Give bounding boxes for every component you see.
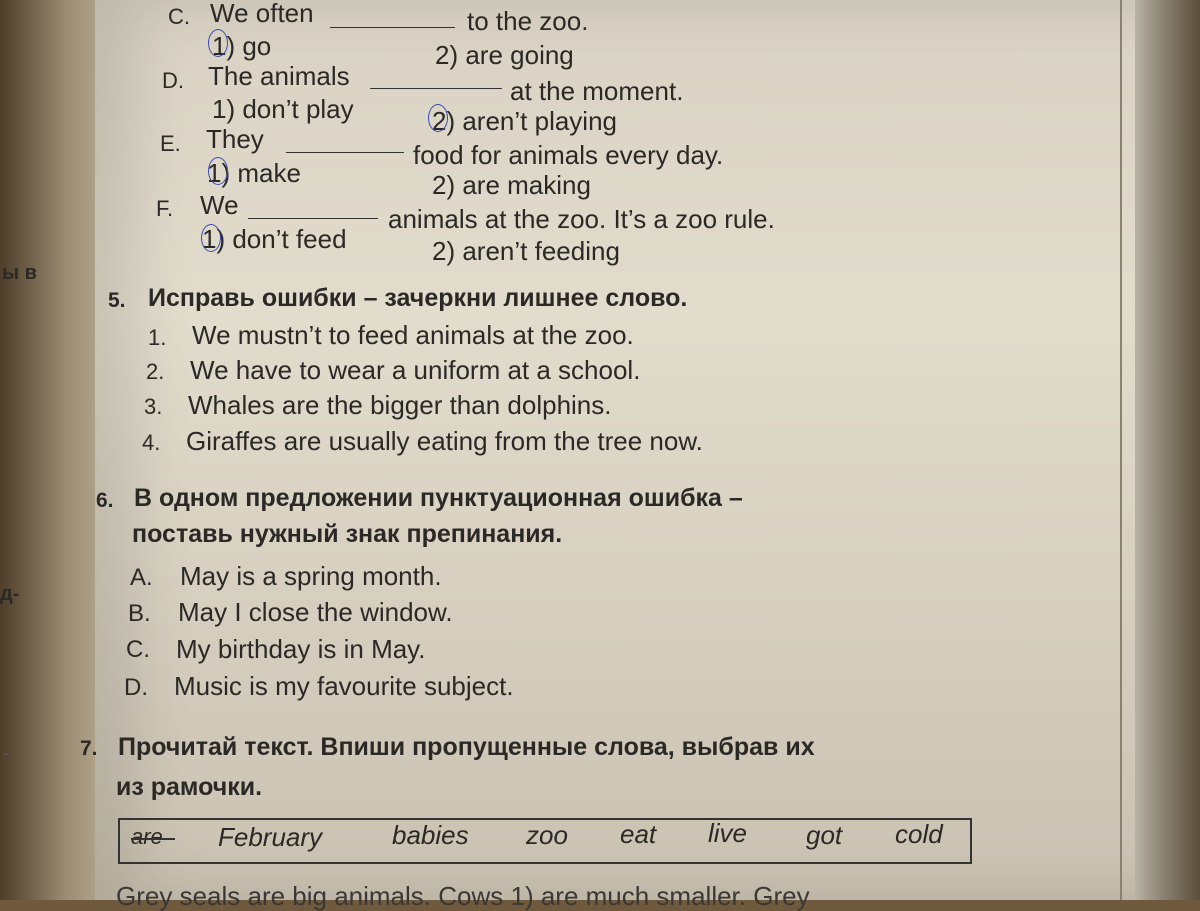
exercise-title: поставь нужный знак препинания. (132, 520, 563, 548)
exercise-title: В одном предложении пунктуационная ошибка – (134, 484, 743, 512)
word-box-word: eat (620, 819, 657, 849)
sentence-end: to the zoo. (467, 6, 589, 36)
exercise-number: 5. (108, 289, 126, 312)
item-letter: A. (130, 564, 153, 591)
exercise-sentence: May I close the window. (178, 597, 453, 627)
exercise-sentence: Music is my favourite subject. (174, 671, 514, 701)
word-box-word: zoo (526, 820, 568, 850)
item-number: 4. (142, 430, 161, 455)
item-number: 1. (148, 325, 167, 350)
sentence-end: at the moment. (510, 76, 684, 106)
answer-blank[interactable] (370, 88, 502, 89)
option-2: 2) aren’t playing (432, 106, 617, 136)
option-2: 2) are going (435, 40, 574, 70)
left-page-dash: - . (2, 740, 22, 765)
pen-circle-mark (208, 157, 228, 185)
answer-blank[interactable] (330, 27, 455, 28)
exercise-number: 7. (80, 737, 98, 760)
exercise-sentence: We mustn’t to feed animals at the zoo. (192, 320, 634, 350)
word-box-word: cold (895, 819, 943, 849)
exercise-sentence: Giraffes are usually eating from the tree now. (186, 426, 703, 456)
option-1: 1) go (212, 31, 272, 61)
item-number: 3. (144, 394, 163, 419)
exercise-number: 6. (96, 489, 114, 512)
item-letter: F. (156, 196, 174, 221)
pen-circle-mark (428, 104, 448, 132)
left-page-fragment: ы в (2, 262, 37, 284)
exercise-title: Исправь ошибки – зачеркни лишнее слово. (148, 284, 688, 312)
strikethrough-mark (131, 838, 175, 840)
item-number: 2. (146, 359, 165, 384)
option-1: 1) don’t feed (202, 224, 347, 254)
sentence-end: animals at the zoo. It’s a zoo rule. (388, 204, 775, 234)
exercise-sentence: We have to wear a uniform at a school. (190, 355, 641, 385)
option-2: 2) aren’t feeding (432, 236, 620, 266)
word-box-word-crossed: are (131, 824, 163, 849)
sentence-start: The animals (208, 61, 350, 91)
reading-text-partial: Grey seals are big animals. Cows 1) are much smaller. Grey (116, 881, 810, 911)
left-page-fragment: д- (0, 583, 20, 605)
item-letter: B. (128, 600, 151, 627)
answer-blank[interactable] (248, 218, 378, 219)
exercise-sentence: May is a spring month. (180, 561, 442, 591)
word-box-word: got (806, 820, 843, 850)
word-box-word: live (708, 818, 748, 848)
word-box-word: babies (392, 820, 469, 850)
exercise-sentence: Whales are the bigger than dolphins. (188, 390, 612, 420)
item-letter: C. (126, 636, 150, 663)
exercise-sentence: My birthday is in May. (176, 634, 426, 664)
item-letter: E. (160, 131, 181, 156)
exercise-title: Прочитай текст. Впиши пропущенные слова, выбрав их (118, 733, 815, 761)
sentence-end: food for animals every day. (413, 140, 724, 170)
item-letter: D. (124, 674, 148, 701)
page-edge (1135, 0, 1200, 900)
word-box-word: February (218, 822, 323, 852)
item-letter: D. (162, 68, 184, 93)
sentence-start: We often (210, 0, 314, 28)
exercise-title: из рамочки. (116, 773, 263, 801)
sentence-start: They (206, 124, 264, 154)
sentence-start: We (200, 190, 239, 220)
option-1: 1) make (207, 158, 301, 188)
option-2: 2) are making (432, 170, 591, 200)
pen-circle-mark (201, 224, 221, 252)
answer-blank[interactable] (286, 152, 404, 153)
pen-circle-mark (208, 29, 228, 57)
page-edge-line (1120, 0, 1122, 900)
option-1: 1) don’t play (212, 94, 354, 124)
item-letter: C. (168, 4, 190, 29)
